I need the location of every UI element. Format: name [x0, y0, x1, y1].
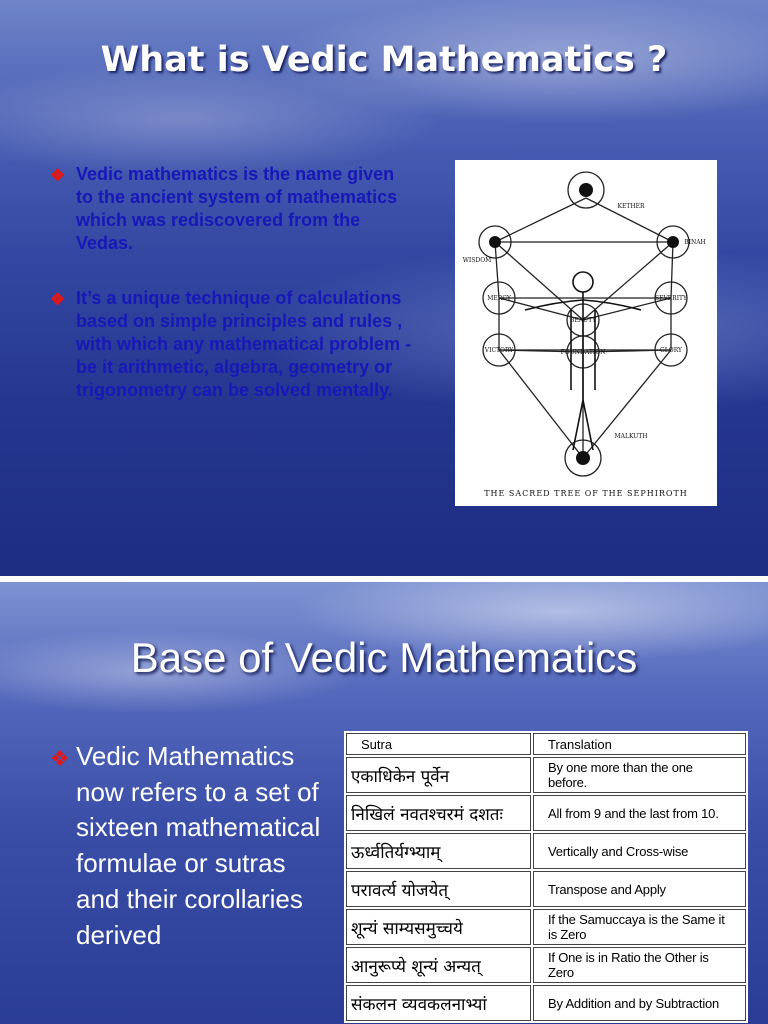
sutra-cell: आनुरूप्ये शून्यं अन्यत् [346, 947, 531, 983]
figure-caption: THE SACRED TREE OF THE SEPHIROTH [484, 489, 688, 498]
header-translation: Translation [533, 733, 746, 755]
diamond-bullet-icon: ❖ [50, 746, 70, 771]
header-sutra: Sutra [346, 733, 531, 755]
node-victory: VICTORY [484, 347, 514, 354]
sutra-cell: निखिलं नवतश्चरमं दशतः [346, 795, 531, 831]
sephiroth-tree-illustration [455, 160, 717, 506]
sutra-cell: शून्यं साम्यसमुच्चये [346, 909, 531, 945]
node-foundation: FOUNDATION [560, 349, 606, 356]
sutra-table [344, 731, 748, 1023]
slide-base-of-vedic-math [0, 582, 768, 1024]
node-binah: BINAH [684, 239, 706, 246]
bullet-list [50, 163, 415, 434]
node-beauty: BEAUTY [569, 317, 597, 324]
node-glory: GLORY [660, 347, 682, 354]
node-wisdom: WISDOM [462, 257, 492, 264]
sutra-cell: ऊर्ध्वतिर्यग्भ्याम् [346, 833, 531, 869]
bullet-item [50, 739, 335, 953]
slide-title: Base of Vedic Mathematics [130, 634, 638, 681]
translation-cell: By one more than the one before. [533, 757, 746, 793]
bullet-text: Vedic mathematics is the name given to the ancient system of mathematics which was rediscovered from the Vedas. [76, 164, 398, 253]
table-row [346, 909, 746, 945]
node-severity: SEVERITY [654, 295, 688, 302]
table-row [346, 985, 746, 1021]
bullet-item [50, 287, 415, 402]
translation-cell: If One is in Ratio the Other is Zero [533, 947, 746, 983]
node-malkuth: MALKUTH [614, 433, 648, 440]
translation-cell: If the Samuccaya is the Same it is Zero [533, 909, 746, 945]
table-row [346, 795, 746, 831]
translation-cell: All from 9 and the last from 10. [533, 795, 746, 831]
slide-title: What is Vedic Mathematics ? [100, 40, 668, 80]
diamond-bullet-icon: ❖ [50, 166, 66, 185]
table-header-row [346, 733, 746, 755]
bullet-item [50, 163, 415, 255]
sutra-cell: एकाधिकेन पूर्वेन [346, 757, 531, 793]
translation-cell: Transpose and Apply [533, 871, 746, 907]
bullet-text: It’s a unique technique of calculations based on simple principles and rules , with which any mathematical problem - be it arithmetic, algebra, geometry or trigonometry can be solved mentally. [76, 288, 412, 400]
sutra-cell: संकलन व्यवकलनाभ्यां [346, 985, 531, 1021]
node-kether: KETHER [617, 203, 645, 210]
sutra-cell: परावर्त्य योजयेत् [346, 871, 531, 907]
table-row [346, 833, 746, 869]
translation-cell: By Addition and by Subtraction [533, 985, 746, 1021]
table-row [346, 947, 746, 983]
diamond-bullet-icon: ❖ [50, 290, 66, 309]
translation-cell: Vertically and Cross-wise [533, 833, 746, 869]
node-mercy: MERCY [487, 295, 511, 302]
table-row [346, 757, 746, 793]
bullet-text: Vedic Mathematics now refers to a set of sixteen mathematical formulae or sutras and their corollaries derived [76, 741, 321, 950]
table-row [346, 871, 746, 907]
